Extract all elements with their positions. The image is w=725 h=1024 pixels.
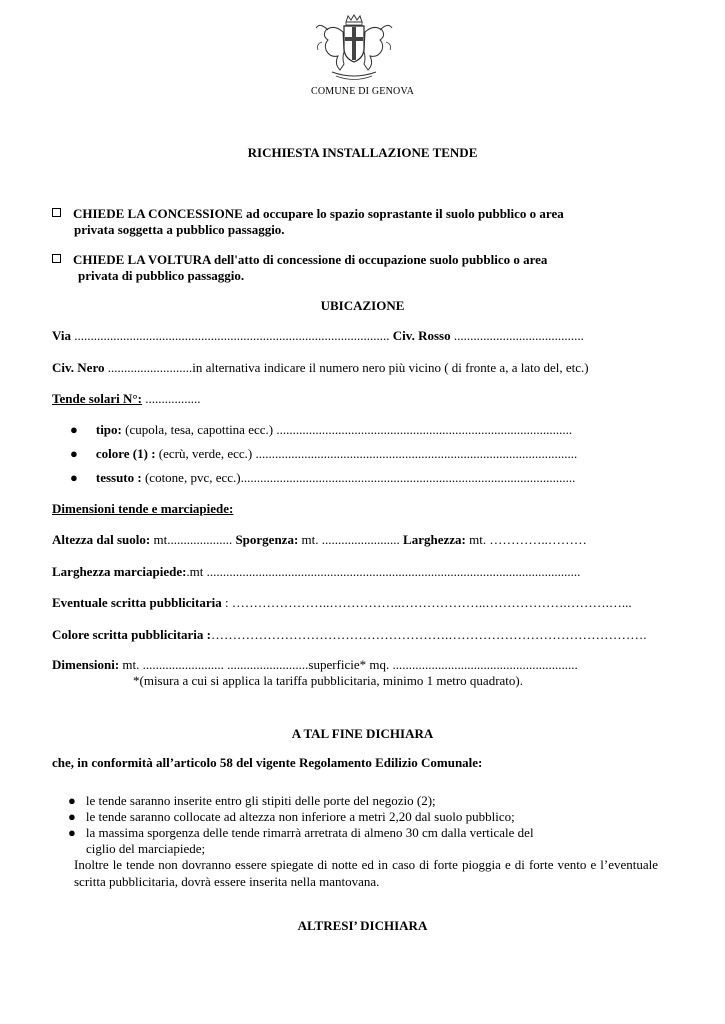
- marciapiede-dots: .mt ...................................................................................................................: [186, 564, 581, 579]
- field-scritta-pubblicitaria[interactable]: [52, 595, 632, 611]
- dichiara-bullet-3-text: la massima sporgenza delle tende rimarrà arretrata di almeno 30 cm dalla verticale del: [85, 825, 534, 840]
- altezza-label: Altezza dal suolo:: [52, 532, 151, 547]
- civ-nero-label: Civ. Nero: [52, 360, 105, 375]
- dichiara-bullet-3: [68, 825, 534, 841]
- sporgenza-label: Sporgenza:: [232, 532, 299, 547]
- document-title: RICHIESTA INSTALLAZIONE TENDE: [247, 145, 478, 160]
- sporgenza-dots: mt. ........................: [298, 532, 400, 547]
- tessuto-label: tessuto :: [95, 470, 142, 485]
- dimensioni-note: *(misura a cui si applica la tariffa pubblicitaria, minimo 1 metro quadrato).: [133, 673, 523, 688]
- section-dimensioni: Dimensioni tende e marciapiede:: [52, 501, 234, 516]
- field-colore-scritta[interactable]: [52, 627, 647, 643]
- checkbox-voltura[interactable]: [52, 254, 61, 263]
- section-ubicazione: UBICAZIONE: [320, 298, 405, 313]
- dichiara-bullet-1-text: le tende saranno inserite entro gli stipiti delle porte del negozio (2);: [85, 793, 436, 808]
- municipality-name: COMUNE DI GENOVA: [310, 86, 414, 97]
- field-tessuto[interactable]: [70, 470, 575, 486]
- dichiara-paragraph: Inoltre le tende non dovranno essere spiegate di notte ed in caso di forte pioggia e di forte vento e l’eventuale scritta pubblicitaria, dovrà essere inserita nella mantovana.: [74, 857, 658, 889]
- tessuto-text: (cotone, pvc, ecc.).......................................................................................................: [141, 470, 576, 485]
- request-concessione-text: ad occupare lo spazio soprastante il suolo pubblico o area: [242, 206, 564, 221]
- colore-label: colore (1) :: [95, 446, 156, 461]
- colore-text: (ecrù, verde, ecc.) ...................................................................................................: [155, 446, 578, 461]
- via-dots: .................................................................................................: [71, 328, 390, 343]
- larghezza-label: Larghezza:: [399, 532, 466, 547]
- request-concessione[interactable]: [52, 206, 564, 222]
- civ-rosso-label: Civ. Rosso: [392, 328, 451, 343]
- tende-dots: .................: [141, 391, 201, 406]
- request-concessione-lead: CHIEDE LA CONCESSIONE: [73, 206, 243, 221]
- dichiara-bullet-1: [68, 793, 436, 809]
- request-voltura-lead: CHIEDE LA VOLTURA: [73, 252, 211, 267]
- bullet-icon: ●: [68, 825, 76, 840]
- tipo-text: (cupola, tesa, capottina ecc.) ...........................................................................................: [121, 422, 573, 437]
- bullet-icon: ●: [70, 446, 78, 461]
- request-voltura[interactable]: [52, 252, 547, 268]
- larghezza-dots: mt. …………..………: [465, 532, 587, 547]
- civ-nero-text: ..........................in alternativa indicare il numero nero più vicino ( di fronte a, a lato del, etc.): [104, 360, 589, 375]
- field-dimensioni[interactable]: [52, 657, 578, 673]
- section-dichiara: A TAL FINE DICHIARA: [291, 726, 434, 741]
- field-larghezza-marciapiede[interactable]: [52, 564, 580, 580]
- dichiara-bullet-3-continuation: ciglio del marciapiede;: [86, 841, 206, 856]
- field-civ-nero[interactable]: [52, 360, 589, 376]
- colore-scritta-dots: ……………………………………………….……………………………………….: [211, 627, 647, 642]
- genova-coat-of-arms-logo: [314, 14, 394, 84]
- bullet-icon: ●: [68, 793, 76, 808]
- tende-label: Tende solari N°:: [52, 391, 142, 406]
- bullet-icon: ●: [70, 422, 78, 437]
- scritta-dots: : …………………..……………..………………..……………….……….…...: [221, 595, 632, 610]
- scritta-label: Eventuale scritta pubblicitaria: [52, 595, 222, 610]
- field-tipo[interactable]: [70, 422, 572, 438]
- dimensioni-label: Dimensioni:: [52, 657, 120, 672]
- via-label: Via: [52, 328, 72, 343]
- request-voltura-text: dell'atto di concessione di occupazione suolo pubblico o area: [210, 252, 548, 267]
- marciapiede-label: Larghezza marciapiede:: [52, 564, 187, 579]
- tipo-label: tipo:: [95, 422, 122, 437]
- request-voltura-text-2: privata di pubblico passaggio.: [78, 268, 245, 283]
- field-via[interactable]: [52, 328, 584, 344]
- field-colore[interactable]: [70, 446, 577, 462]
- bullet-icon: ●: [70, 470, 78, 485]
- colore-scritta-label: Colore scritta pubblicitaria :: [52, 627, 211, 642]
- dichiara-bullet-2: [68, 809, 515, 825]
- dimensioni-dots: mt. ......................... .........................superficie* mq. .........................................................: [119, 657, 578, 672]
- dichiara-intro: che, in conformità all’articolo 58 del vigente Regolamento Edilizio Comunale:: [52, 755, 483, 770]
- section-altresi-dichiara: ALTRESI’ DICHIARA: [297, 918, 428, 933]
- field-altezza-sporgenza-larghezza[interactable]: [52, 532, 587, 548]
- bullet-icon: ●: [68, 809, 76, 824]
- request-concessione-text-2: privata soggetta a pubblico passaggio.: [74, 222, 285, 237]
- dichiara-bullet-2-text: le tende saranno collocate ad altezza non inferiore a metri 2,20 dal suolo pubblico;: [85, 809, 515, 824]
- civ-rosso-dots: ........................................: [450, 328, 584, 343]
- field-tende-numero[interactable]: [52, 391, 200, 407]
- checkbox-concessione[interactable]: [52, 208, 61, 217]
- altezza-dots: mt....................: [150, 532, 233, 547]
